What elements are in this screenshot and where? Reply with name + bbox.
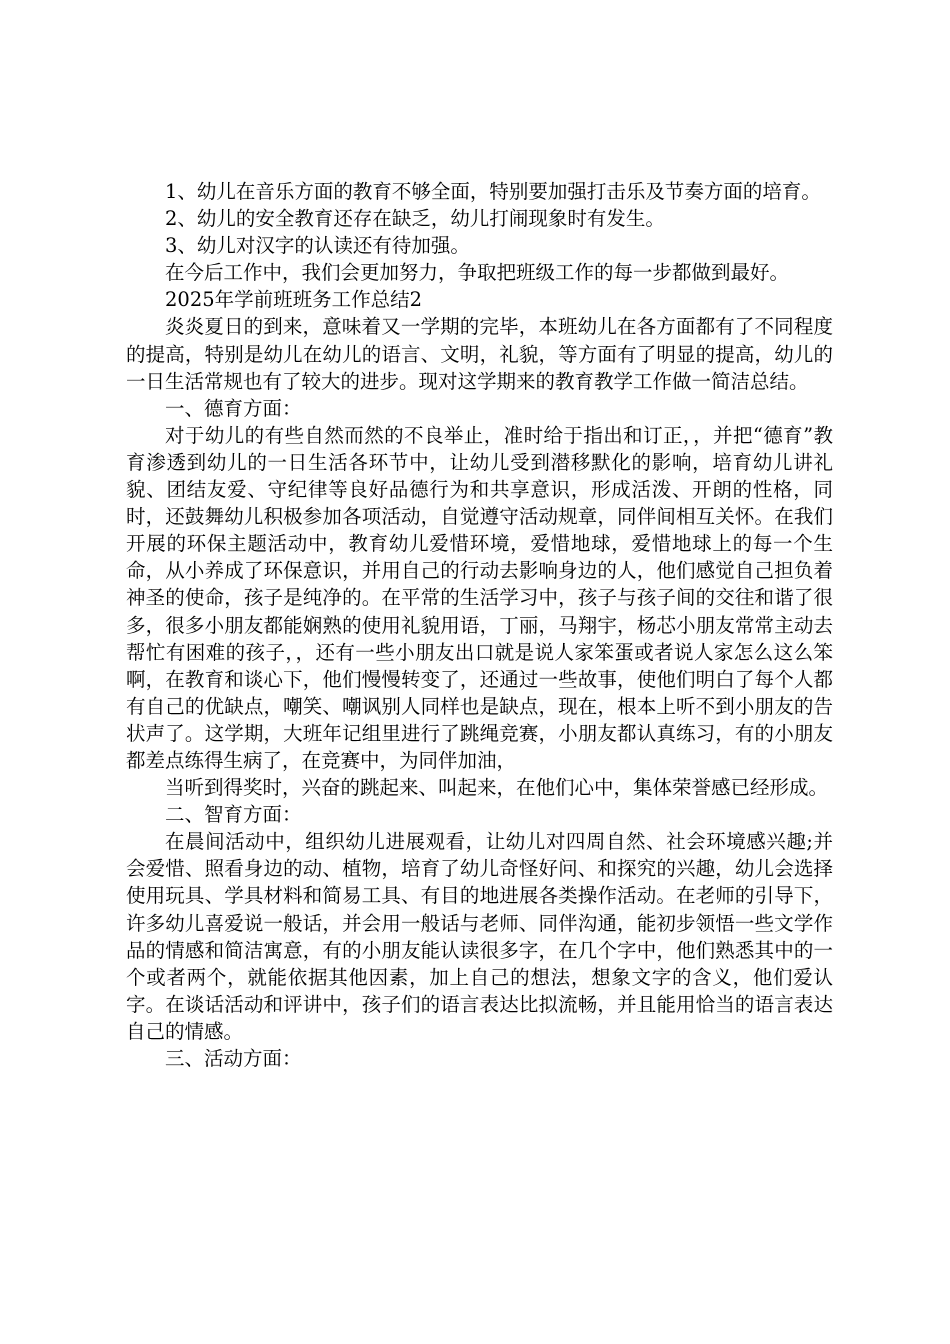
document-page [126, 178, 833, 1072]
list-item-character-reading: 3、幼儿对汉字的认读还有待加强。 [165, 234, 470, 258]
list-item-music-education: 1、幼儿在音乐方面的教育不够全面，特别要加强打击乐及节奏方面的培育。 [165, 180, 821, 203]
collective-honor-paragraph: 当听到得奖时，兴奋的跳起来、叫起来，在他们心中，集体荣誉感已经形成。 [165, 776, 829, 800]
section-title: 2025年学前班班务工作总结2 [165, 288, 423, 312]
intellectual-education-paragraph: 在晨间活动中，组织幼儿进展观看，让幼儿对四周自然、社会环境感兴趣;并会爱惜、照看身边的动、植物，培育了幼儿奇怪好问、和探究的兴趣，幼儿会选择使用玩具、学具材料和简易工具、有目的地进展各类操作活动。在老师的引导下，许多幼儿喜爱说一般话，并会用一般话与老师、同伴沟通，能初步领悟一些文学作品的情感和简洁寓意，有的小朋友能认读很多字，在几个字中，他们熟悉其中的一个或者两个，就能依据其他因素，加上自己的想法，想象文字的含义，他们爱认字。在谈话活动和评讲中，孩子们的语言表达比拟流畅，并且能用恰当的语言表达自己的情感。 [126, 830, 833, 1043]
closing-paragraph: 在今后工作中，我们会更加努力，争取把班级工作的每一步都做到最好。 [165, 261, 790, 285]
intro-paragraph: 炎炎夏日的到来，意味着又一学期的完毕，本班幼儿在各方面都有了不同程度的提高，特别是幼儿在幼儿的语言、文明，礼貌，等方面有了明显的提高，幼儿的一日生活常规也有了较大的进步。现对这学期来的教育教学工作做一简洁总结。 [126, 315, 833, 393]
moral-education-paragraph: 对于幼儿的有些自然而然的不良举止，准时给于指出和订正，，并把“德育”教育渗透到幼儿的一日生活各环节中，让幼儿受到潜移默化的影响，培育幼儿讲礼貌、团结友爱、守纪律等良好品德行为和共享意识，形成活泼、开朗的性格，同时，还鼓舞幼儿积极参加各项活动，自觉遵守活动规章，同伴间相互关怀。在我们开展的环保主题活动中，教育幼儿爱惜环境，爱惜地球，爱惜地球上的每一个生命，从小养成了环保意识，并用自己的行动去影响身边的人，他们感觉自己担负着神圣的使命，孩子是纯净的。在平常的生活学习中，孩子与孩子间的交往和谐了很多，很多小朋友都能娴熟的使用礼貌用语，丁丽，马翔宇，杨芯小朋友常常主动去帮忙有困难的孩子，，还有一些小朋友出口就是说人家笨蛋或者说人家怎么这么笨啊，在教育和谈心下，他们慢慢转变了，还通过一些故事，使他们明白了每个人都有自己的优缺点，嘲笑、嘲讽别人同样也是缺点，现在，根本上听不到小朋友的告状声了。这学期，大班年记组里进行了跳绳竞赛，小朋友都认真练习，有的小朋友都差点练得生病了，在竞赛中，为同伴加油， [126, 423, 833, 772]
heading-activities: 三、活动方面： [165, 1047, 302, 1070]
heading-intellectual-education: 二、智育方面： [165, 803, 302, 827]
list-item-safety-education: 2、幼儿的安全教育还存在缺乏，幼儿打闹现象时有发生。 [165, 207, 665, 231]
heading-moral-education: 一、德育方面： [165, 396, 302, 420]
